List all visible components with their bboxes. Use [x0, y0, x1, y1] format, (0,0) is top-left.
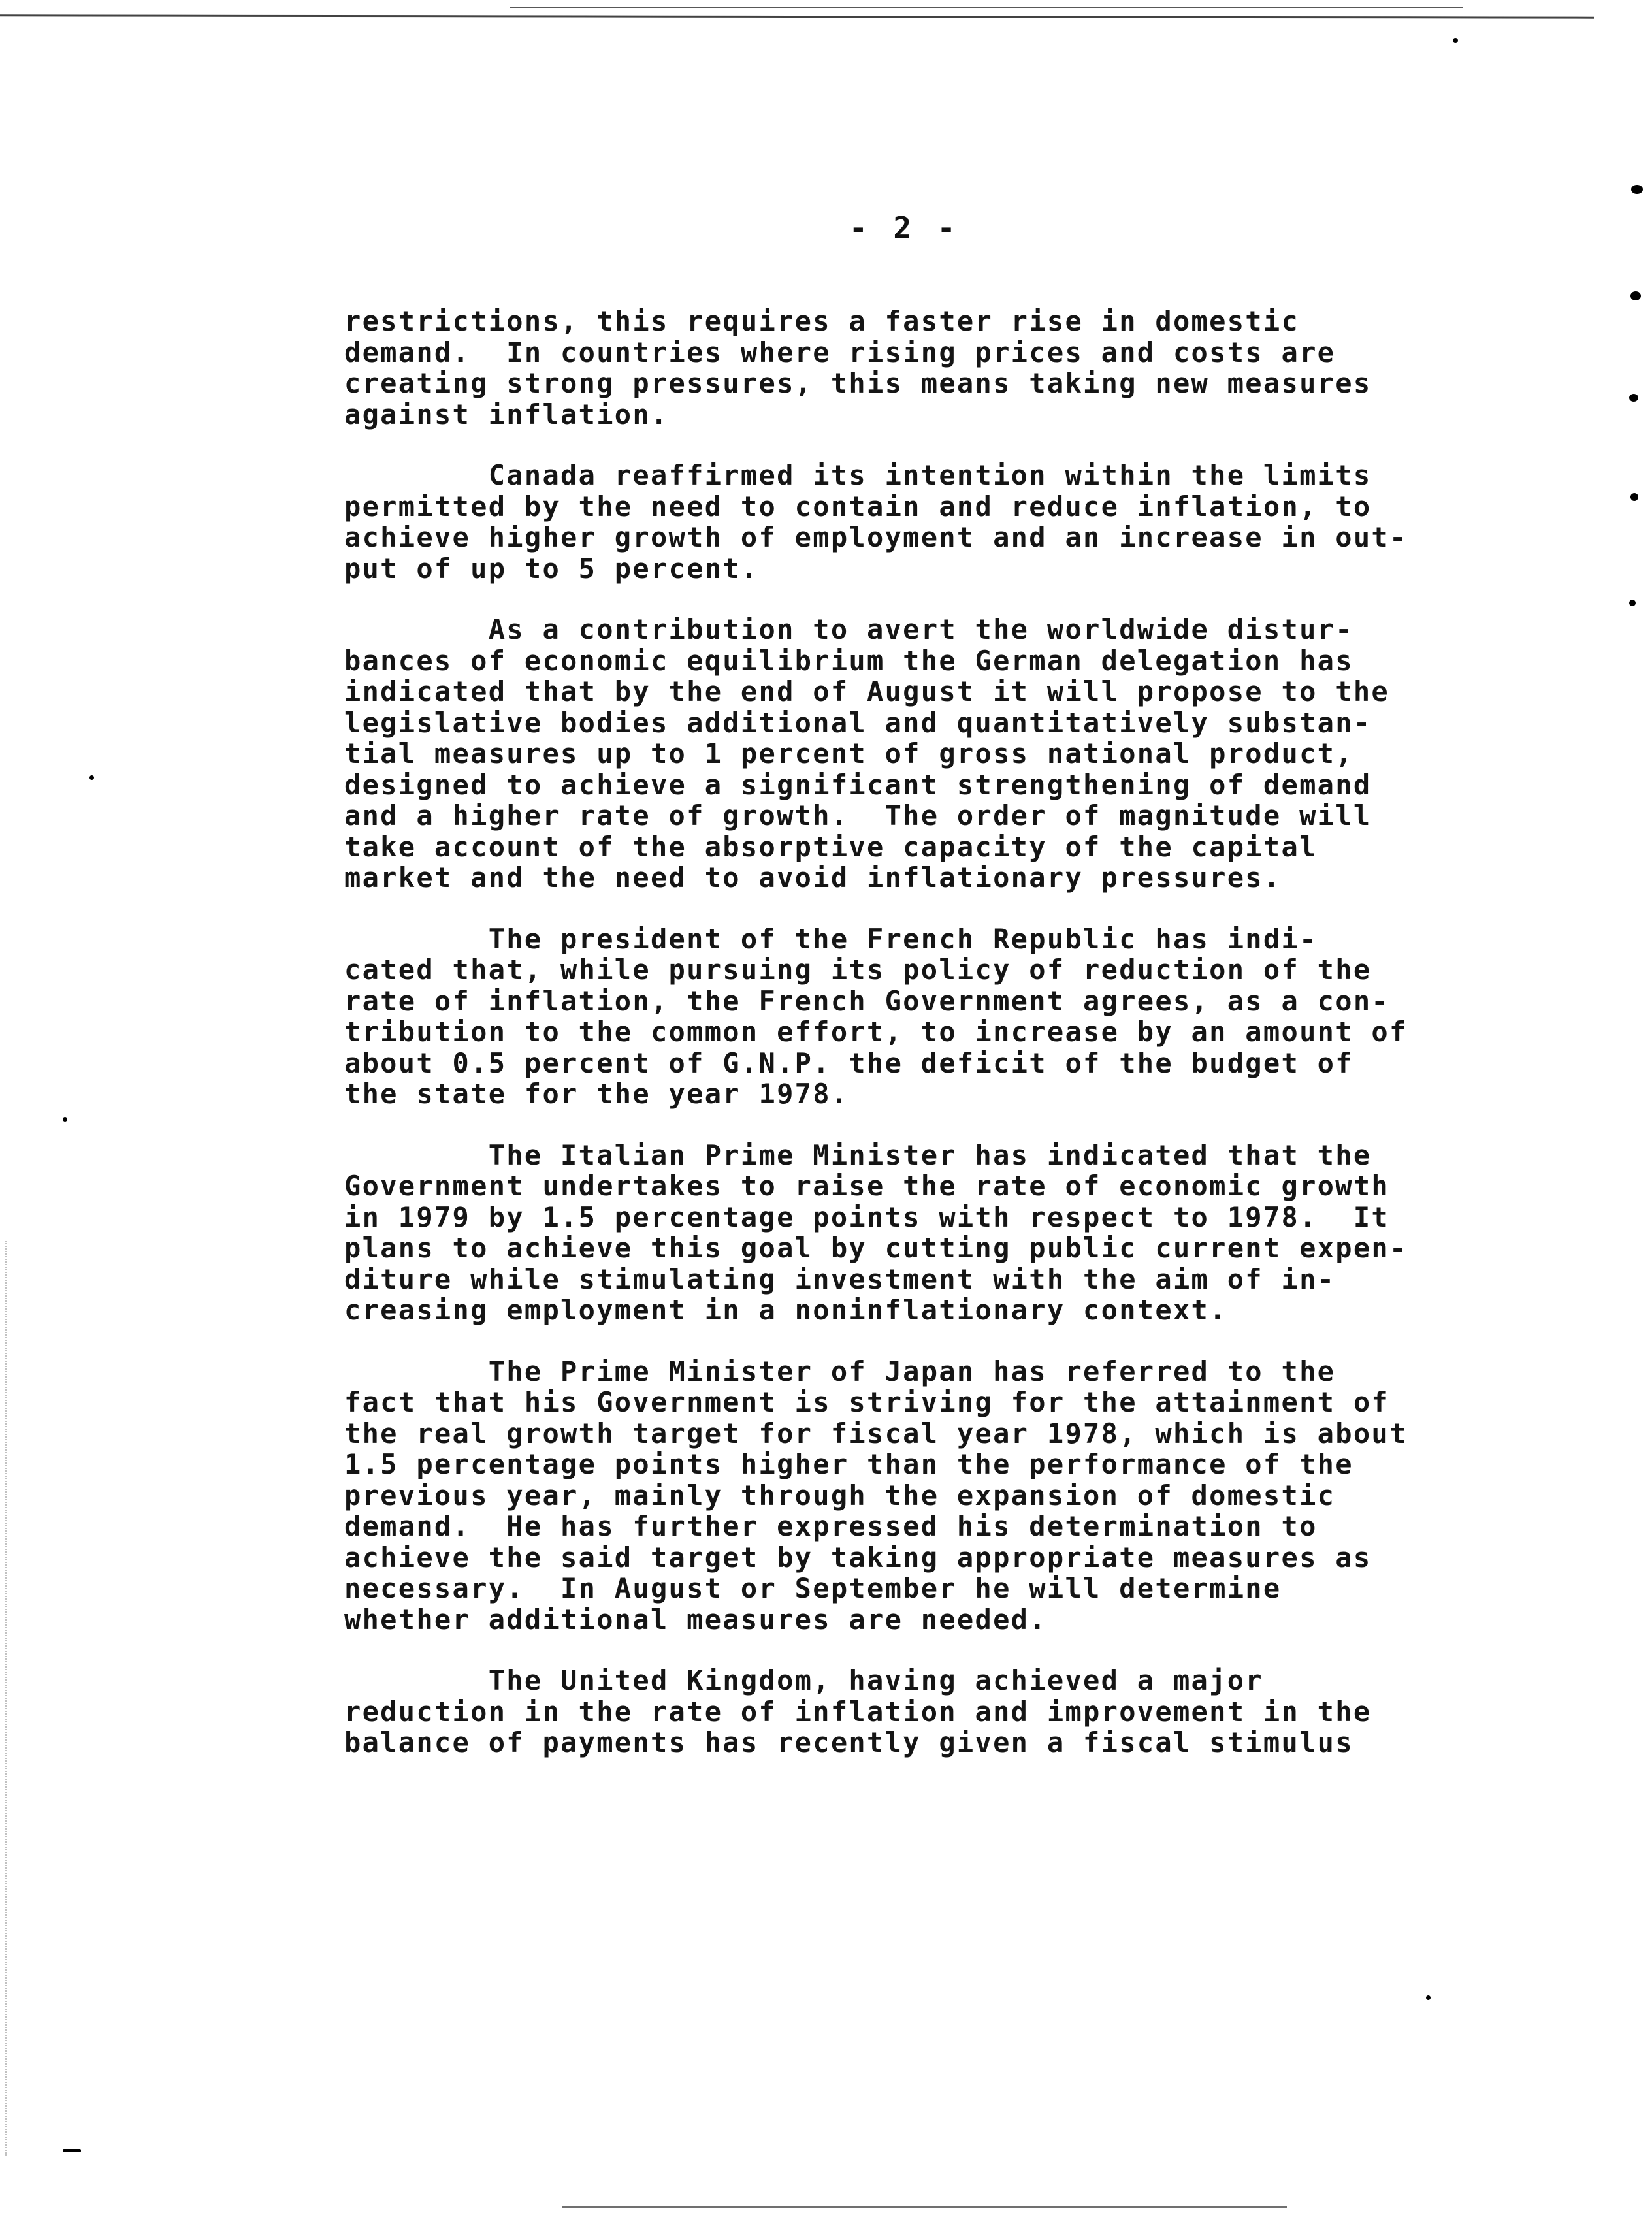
text-line: tial measures up to 1 percent of gross national product,: [344, 737, 1353, 769]
paragraph-restrictions: [344, 306, 1514, 430]
scan-mark: [89, 775, 94, 780]
text-line: bances of economic equilibrium the German delegation has: [344, 644, 1353, 677]
text-line: fact that his Government is striving for the attainment of: [344, 1386, 1389, 1418]
text-line: Government undertakes to raise the rate of economic growth: [344, 1170, 1389, 1202]
scan-bottom-rule: [562, 2206, 1287, 2208]
text-line: The Italian Prime Minister has indicated that the: [344, 1139, 1372, 1171]
text-line: about 0.5 percent of G.N.P. the deficit of the budget of: [344, 1046, 1353, 1079]
scan-mark: [1426, 1995, 1431, 2000]
text-line: balance of payments has recently given a fiscal stimulus: [344, 1726, 1353, 1758]
page-number: - 2 -: [849, 210, 960, 246]
paragraph-canada: [344, 460, 1514, 584]
text-line: restrictions, this requires a faster rise in domestic: [344, 305, 1300, 337]
text-line: rate of inflation, the French Government agrees, as a con-: [344, 984, 1389, 1017]
text-line: The United Kingdom, having achieved a major: [344, 1664, 1263, 1696]
text-line: The Prime Minister of Japan has referred to the: [344, 1355, 1336, 1387]
text-line: diture while stimulating investment with the aim of in-: [344, 1263, 1336, 1295]
paragraph-italy: [344, 1140, 1514, 1326]
text-line: against inflation.: [344, 398, 669, 430]
scan-mark: [1629, 394, 1638, 402]
scan-mark: [1630, 291, 1641, 300]
text-line: achieve higher growth of employment and an increase in out-: [344, 521, 1408, 553]
text-line: creating strong pressures, this means taking new measures: [344, 367, 1372, 399]
paragraph-japan: [344, 1356, 1514, 1636]
text-line: achieve the said target by taking appropriate measures as: [344, 1541, 1372, 1574]
text-line: take account of the absorptive capacity of the capital: [344, 830, 1318, 863]
scan-mark: [1630, 493, 1638, 501]
scan-top-edge-line: [510, 7, 1463, 8]
text-line: and a higher rate of growth. The order of magnitude will: [344, 800, 1372, 832]
text-line: plans to achieve this goal by cutting public current expen-: [344, 1232, 1408, 1264]
text-line: designed to achieve a significant strengthening of demand: [344, 768, 1372, 801]
text-line: demand. He has further expressed his determination to: [344, 1510, 1318, 1542]
text-line: As a contribution to avert the worldwide distur-: [344, 613, 1353, 645]
text-line: The president of the French Republic has indi-: [344, 922, 1318, 955]
scan-top-rule: [0, 14, 1594, 22]
text-line: in 1979 by 1.5 percentage points with respect to 1978. It: [344, 1201, 1389, 1233]
text-line: the real growth target for fiscal year 1978, which is about: [344, 1417, 1408, 1449]
paragraph-united-kingdom: [344, 1665, 1514, 1758]
text-line: permitted by the need to contain and reduce inflation, to: [344, 490, 1372, 523]
text-line: the state for the year 1978.: [344, 1078, 849, 1110]
text-line: indicated that by the end of August it will propose to the: [344, 675, 1389, 707]
paragraph-france: [344, 924, 1514, 1110]
scan-left-edge-noise: [5, 1241, 9, 2156]
scan-mark: [63, 1117, 67, 1122]
text-line: whether additional measures are needed.: [344, 1603, 1047, 1636]
scan-mark: [63, 2149, 81, 2152]
scan-mark: [1453, 38, 1458, 43]
text-line: necessary. In August or September he will determine: [344, 1572, 1282, 1604]
paragraph-germany: [344, 614, 1514, 894]
text-line: legislative bodies additional and quantitatively substan-: [344, 706, 1372, 739]
text-line: previous year, mainly through the expansion of domestic: [344, 1479, 1336, 1511]
text-line: creasing employment in a noninflationary context.: [344, 1294, 1227, 1326]
body-text: [344, 306, 1514, 1788]
text-line: cated that, while pursuing its policy of reduction of the: [344, 954, 1372, 986]
scan-mark: [1631, 185, 1643, 194]
text-line: Canada reaffirmed its intention within the limits: [344, 459, 1372, 491]
text-line: put of up to 5 percent.: [344, 552, 759, 585]
text-line: market and the need to avoid inflationary pressures.: [344, 862, 1282, 894]
scan-mark: [1629, 600, 1636, 606]
text-line: 1.5 percentage points higher than the performance of the: [344, 1448, 1353, 1480]
text-line: demand. In countries where rising prices and costs are: [344, 336, 1336, 368]
text-line: tribution to the common effort, to increase by an amount of: [344, 1016, 1408, 1048]
text-line: reduction in the rate of inflation and improvement in the: [344, 1695, 1372, 1728]
